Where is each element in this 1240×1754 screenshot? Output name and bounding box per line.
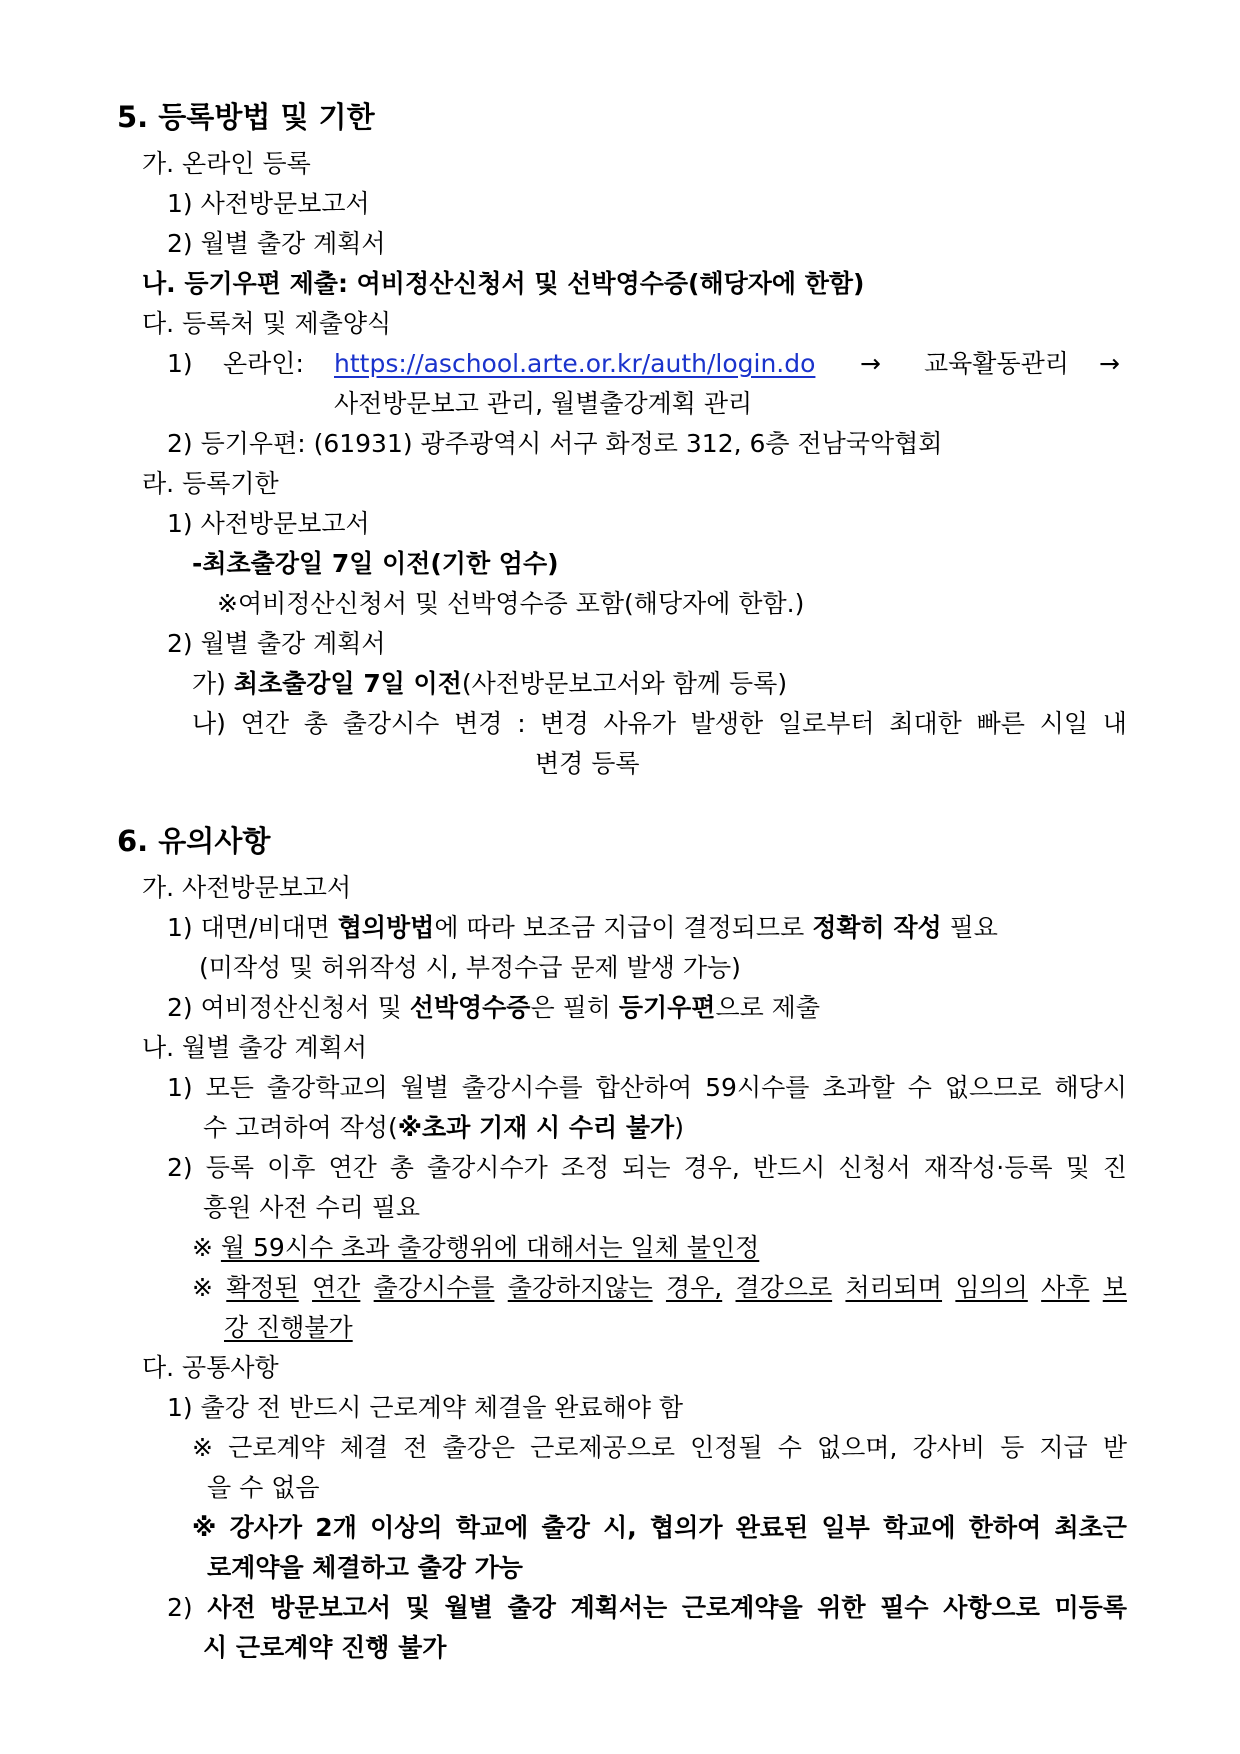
s5-c-online-cont: 사전방문보고 관리, 월별출강계획 관리 (334, 389, 753, 418)
word: 변경 (540, 709, 589, 738)
word: 해당시 (1054, 1073, 1127, 1102)
word: 없으며, (817, 1433, 898, 1462)
word: 결강으로 (735, 1273, 833, 1302)
note-text: 월 59시수 초과 출강행위에 대해서는 일체 불인정 (220, 1233, 760, 1262)
section-6-title: 6. 유의사항 (117, 824, 271, 858)
text-run: 2) 여비정산신청서 및 (167, 993, 410, 1022)
word: 사후 (1041, 1273, 1090, 1302)
word: 월별 (444, 1593, 493, 1622)
s6-b-item-2 (167, 1151, 1127, 1185)
word: 빠른 (976, 709, 1025, 738)
word: 반드시 (752, 1153, 826, 1182)
word: 2개 (315, 1513, 357, 1542)
word: 계획서는 (570, 1593, 668, 1622)
word: 출강시수를 (373, 1273, 495, 1302)
s5-d-item-2-b (192, 707, 1127, 741)
s5-c-online-num: 1) (167, 349, 193, 378)
word: 학교에 (455, 1513, 529, 1542)
word: 강사가 (229, 1513, 303, 1542)
s6-b-label: 나. 월별 출강 계획서 (142, 1033, 367, 1062)
s5-c-online-menu: 교육활동관리 (924, 349, 1069, 378)
s6-a-label: 가. 사전방문보고서 (142, 873, 352, 902)
word: 수 (777, 1433, 802, 1462)
s5-a-item-1: 1) 사전방문보고서 (167, 189, 370, 218)
word: 발생한 (690, 709, 764, 738)
text-run: 수 고려하여 작성( (203, 1113, 398, 1142)
word: 합산하여 (595, 1073, 693, 1102)
word: 일로부터 (777, 709, 875, 738)
word: 연간 (328, 1153, 377, 1182)
s6-b-note-2-cont: 강 진행불가 (224, 1313, 353, 1342)
s6-c-note-1 (192, 1431, 1127, 1465)
s6-a-item-2 (167, 991, 820, 1025)
word: 출강학교의 (266, 1073, 388, 1102)
reference-mark: ※ (192, 1233, 213, 1262)
word: 재작성·등록 (923, 1153, 1053, 1182)
word: 없으므로 (944, 1073, 1042, 1102)
word: 총 (389, 1153, 414, 1182)
word: 필수 (880, 1593, 929, 1622)
word: 완료된 (735, 1513, 809, 1542)
word: 사항으로 (943, 1593, 1040, 1622)
reference-mark: ※ (192, 1513, 217, 1542)
word: 진 (1102, 1153, 1127, 1182)
s5-a-item-2: 2) 월별 출강 계획서 (167, 229, 386, 258)
word: 경우, (665, 1273, 723, 1302)
word: 등 (1000, 1433, 1025, 1462)
word: 59시수를 (705, 1073, 810, 1102)
word: 2) (167, 1593, 193, 1622)
text-run-bold: 등기우편 (618, 993, 716, 1022)
s5-d-item-2-a-bold: 최초출강일 7일 이전 (233, 669, 462, 698)
word: 위한 (817, 1593, 866, 1622)
s5-d-item-2: 2) 월별 출강 계획서 (167, 629, 386, 658)
text-run: 에 따라 보조금 지급이 결정되므로 (434, 913, 813, 942)
word: 시, (603, 1513, 637, 1542)
text-run: 필요 (941, 913, 998, 942)
s6-c-note-1-cont: 을 수 없음 (207, 1473, 320, 1502)
word: 보 (1102, 1273, 1127, 1302)
s5-c-post: 2) 등기우편: (61931) 광주광역시 서구 화정로 312, 6층 전남국악협회 (167, 429, 943, 458)
s5-d-label: 라. 등록기한 (142, 469, 279, 498)
word: 출강하지않는 (507, 1273, 653, 1302)
arrow-right-icon: → (860, 349, 881, 378)
section-5-title: 5. 등록방법 및 기한 (117, 100, 375, 134)
word: 이상의 (370, 1513, 443, 1542)
s5-a-label: 가. 온라인 등록 (142, 149, 311, 178)
reference-mark: ※ (192, 1273, 213, 1302)
word: 임의의 (955, 1273, 1028, 1302)
text-run-bold: 정확히 작성 (812, 913, 942, 942)
s6-a-item-1 (167, 911, 998, 945)
word: 받 (1102, 1433, 1127, 1462)
s6-b-note-2 (192, 1271, 1127, 1305)
word: 사유가 (603, 709, 676, 738)
word: 나) (192, 709, 226, 738)
word: 학교에 (883, 1513, 956, 1542)
word: 이후 (267, 1153, 316, 1182)
word: 경우, (683, 1153, 740, 1182)
word: 신청서 (838, 1153, 911, 1182)
word: 인정될 (690, 1433, 763, 1462)
text-run-bold: 협의방법 (337, 913, 435, 942)
word: 및 (405, 1593, 430, 1622)
s5-d-item-1: 1) 사전방문보고서 (167, 509, 370, 538)
s6-b-item-1-cont (203, 1111, 684, 1145)
word: 근로제공으로 (530, 1433, 676, 1462)
word: 출강시수가 (427, 1153, 548, 1182)
s6-c-note-2 (192, 1511, 1127, 1545)
word: 협의가 (650, 1513, 723, 1542)
text-run: 1) 대면/비대면 (167, 913, 338, 942)
word: 1) (167, 1073, 193, 1102)
arrow-right-icon: → (1099, 349, 1120, 378)
word: 지급 (1039, 1433, 1088, 1462)
word: 시일 (1039, 709, 1089, 738)
word: 최초근 (1054, 1513, 1127, 1542)
s5-d-item-2-a-prefix: 가) (192, 669, 226, 698)
word: 미등록 (1054, 1593, 1127, 1622)
text-run: ) (674, 1113, 684, 1142)
word: 최대한 (889, 709, 962, 738)
s6-c-item-2 (167, 1591, 1127, 1625)
word: 수 (907, 1073, 932, 1102)
s5-b-label: 나. 등기우편 제출: 여비정산신청서 및 선박영수증(해당자에 한함) (142, 269, 865, 298)
word: 근로계약을 (681, 1593, 803, 1622)
word: 조정 (560, 1153, 610, 1182)
word: 출강 (507, 1593, 556, 1622)
word: 및 (1065, 1153, 1090, 1182)
word: 등록 (205, 1153, 255, 1182)
s6-b-item-2-cont: 흥원 사전 수리 필요 (203, 1193, 421, 1222)
s6-b-note-1 (192, 1231, 759, 1265)
word: 전 (403, 1433, 428, 1462)
text-run: 으로 제출 (715, 993, 820, 1022)
word: 출강시수를 (461, 1073, 583, 1102)
word: 한하여 (968, 1513, 1042, 1542)
word: 근로계약 (228, 1433, 325, 1462)
s5-c-label: 다. 등록처 및 제출양식 (142, 309, 392, 338)
s5-d-item-2-a-rest: (사전방문보고서와 함께 등록) (461, 669, 788, 698)
word: 출강은 (442, 1433, 515, 1462)
word: 모든 (205, 1073, 254, 1102)
reference-mark: ※ (192, 1433, 213, 1462)
s5-d-item-1-deadline: -최초출강일 7일 이전(기한 엄수) (192, 549, 559, 578)
word: 체결 (339, 1433, 389, 1462)
word: 변경 (454, 709, 503, 738)
word: 월별 (400, 1073, 449, 1102)
word: 일부 (821, 1513, 870, 1542)
s5-d-item-2-b-cont: 변경 등록 (535, 749, 640, 778)
word: : (517, 709, 526, 738)
word: 내 (1102, 709, 1127, 738)
text-run-bold: ※초과 기재 시 수리 불가 (397, 1113, 675, 1142)
word: 출강시수 (342, 709, 440, 738)
s6-c-label: 다. 공통사항 (142, 1353, 279, 1382)
word: 사전 (207, 1593, 256, 1622)
word: 2) (167, 1153, 193, 1182)
word: 연간 (312, 1273, 361, 1302)
text-run: 은 필히 (530, 993, 619, 1022)
s6-b-item-1 (167, 1071, 1127, 1105)
text-run-bold: 선박영수증 (409, 993, 531, 1022)
s5-c-online-label: 온라인: (223, 349, 304, 378)
word: 초과할 (822, 1073, 895, 1102)
s5-d-item-2-a (192, 667, 787, 701)
registration-url-link[interactable]: https://aschool.arte.or.kr/auth/login.do (334, 349, 816, 378)
s5-d-item-1-note: ※여비정산신청서 및 선박영수증 포함(해당자에 한함.) (217, 589, 805, 618)
word: 처리되며 (845, 1273, 943, 1302)
word: 연간 (240, 709, 289, 738)
word: 되는 (622, 1153, 671, 1182)
s6-c-item-2-cont: 시 근로계약 진행 불가 (203, 1633, 447, 1662)
word: 강사비 (912, 1433, 985, 1462)
s6-c-note-2-cont: 로계약을 체결하고 출강 가능 (207, 1553, 523, 1582)
word: 총 (303, 709, 328, 738)
word: 출강 (541, 1513, 590, 1542)
s6-c-item-1: 1) 출강 전 반드시 근로계약 체결을 완료해야 함 (167, 1393, 683, 1422)
s6-a-item-1-cont: (미작성 및 허위작성 시, 부정수급 문제 발생 가능) (199, 953, 741, 982)
word: 확정된 (226, 1273, 299, 1302)
word: 방문보고서 (270, 1593, 392, 1622)
